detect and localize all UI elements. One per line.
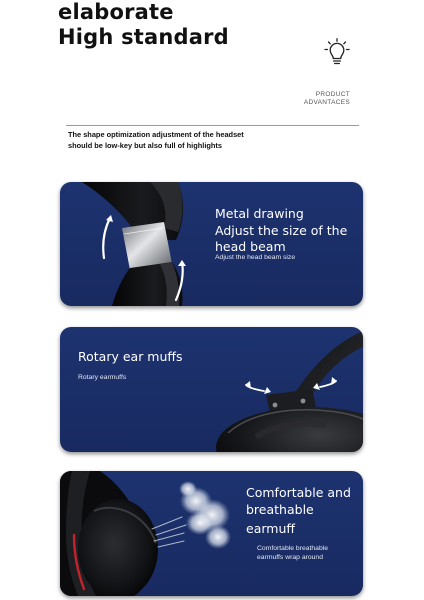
advantages-line-1: PRODUCT: [315, 91, 350, 98]
page-title: [58, 0, 229, 50]
divider: [66, 125, 359, 126]
heading-line: breathable: [246, 501, 314, 517]
subtitle-line: earmuffs wrap around: [257, 553, 323, 561]
feature-card-rotary: [60, 327, 363, 452]
rotating-earcup-image: [60, 327, 363, 452]
heading-line: Rotary ear muffs: [78, 349, 183, 364]
tagline-line-1: The shape optimization adjustment of the headset: [68, 130, 244, 139]
heading-line: Metal drawing: [215, 206, 304, 221]
subtitle-line: Comfortable breathable: [257, 545, 329, 552]
feature-heading: [246, 485, 351, 538]
advantages-line-2: ADVANTACES: [303, 99, 350, 106]
subtitle-line: Adjust the head beam size: [215, 254, 296, 261]
heading-line: head beam: [215, 239, 286, 254]
feature-heading: [78, 349, 183, 366]
feature-card-earmuff: [60, 471, 363, 596]
heading-line: Adjust the size of the: [215, 222, 348, 238]
title-line-1: elaborate: [58, 0, 174, 24]
lightbulb-icon: [324, 38, 350, 66]
feature-card-headband: [60, 182, 363, 306]
feature-heading: [215, 206, 347, 256]
tagline-line-2: should be low-key but also full of highlights: [68, 141, 222, 150]
subtitle-line: Rotary earmuffs: [78, 374, 127, 381]
feature-subtitle: [78, 374, 126, 383]
feature-subtitle: [257, 545, 328, 562]
title-line-2: High standard: [58, 25, 229, 49]
product-advantages-label: [296, 91, 350, 107]
tagline: [68, 129, 244, 151]
heading-line: Comfortable and: [246, 485, 351, 500]
heading-line: earmuff: [246, 521, 295, 536]
feature-subtitle: [215, 254, 295, 263]
